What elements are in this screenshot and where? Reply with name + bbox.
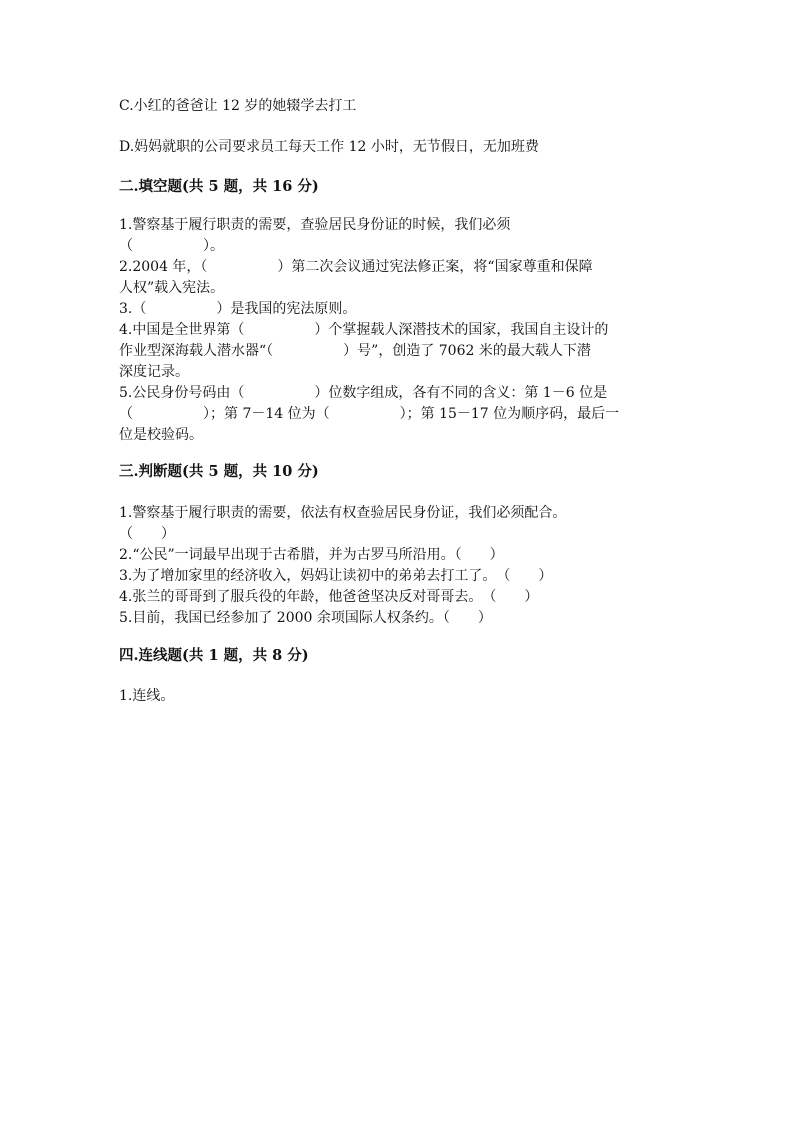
option-d: D.妈妈就职的公司要求员工每天工作 12 小时，无节假日，无加班费 xyxy=(119,139,539,155)
fill-blank-line: 4.中国是全世界第（ ）个掌握载人深潜技术的国家，我国自主设计的 xyxy=(119,322,609,338)
section-title-true-false: 三.判断题(共 5 题，共 10 分) xyxy=(119,463,319,480)
fill-blank-line: 3.（ ）是我国的宪法原则。 xyxy=(119,301,357,317)
matching-line: 1.连线。 xyxy=(119,688,175,704)
section-title-fill-blank: 二.填空题(共 5 题，共 16 分) xyxy=(119,178,319,195)
true-false-line: 1.警察基于履行职责的需要，依法有权查验居民身份证，我们必须配合。 xyxy=(119,505,567,521)
true-false-line: 2.“公民”一词最早出现于古希腊，并为古罗马所沿用。（ ） xyxy=(119,547,504,563)
fill-blank-line: 位是校验码。 xyxy=(119,427,203,443)
section-title-matching: 四.连线题(共 1 题，共 8 分) xyxy=(119,647,309,664)
fill-blank-line: （ ）；第 7－14 位为（ ）；第 15－17 位为顺序码，最后一 xyxy=(119,406,620,422)
fill-blank-line: 人权”载入宪法。 xyxy=(119,280,225,296)
true-false-line: 5.目前，我国已经参加了 2000 余项国际人权条约。（ ） xyxy=(119,610,492,626)
fill-blank-line: 2.2004 年，（ ）第二次会议通过宪法修正案，将“国家尊重和保障 xyxy=(119,259,593,275)
fill-blank-line: 深度记录。 xyxy=(119,364,189,380)
true-false-line: 4.张兰的哥哥到了服兵役的年龄，他爸爸坚决反对哥哥去。 （ ） xyxy=(119,589,539,605)
fill-blank-line: （ ）。 xyxy=(119,238,224,254)
fill-blank-line: 1.警察基于履行职责的需要，查验居民身份证的时候，我们必须 xyxy=(119,217,511,233)
true-false-line: 3.为了增加家里的经济收入，妈妈让读初中的弟弟去打工了。 （ ） xyxy=(119,568,553,584)
true-false-line: （ ） xyxy=(119,526,175,542)
fill-blank-line: 5.公民身份号码由（ ）位数字组成，各有不同的含义：第 1－6 位是 xyxy=(119,385,608,401)
option-c: C.小红的爸爸让 12 岁的她辍学去打工 xyxy=(119,98,357,114)
fill-blank-line: 作业型深海载人潜水器“（ ）号”，创造了 7062 米的最大载人下潜 xyxy=(119,343,591,359)
